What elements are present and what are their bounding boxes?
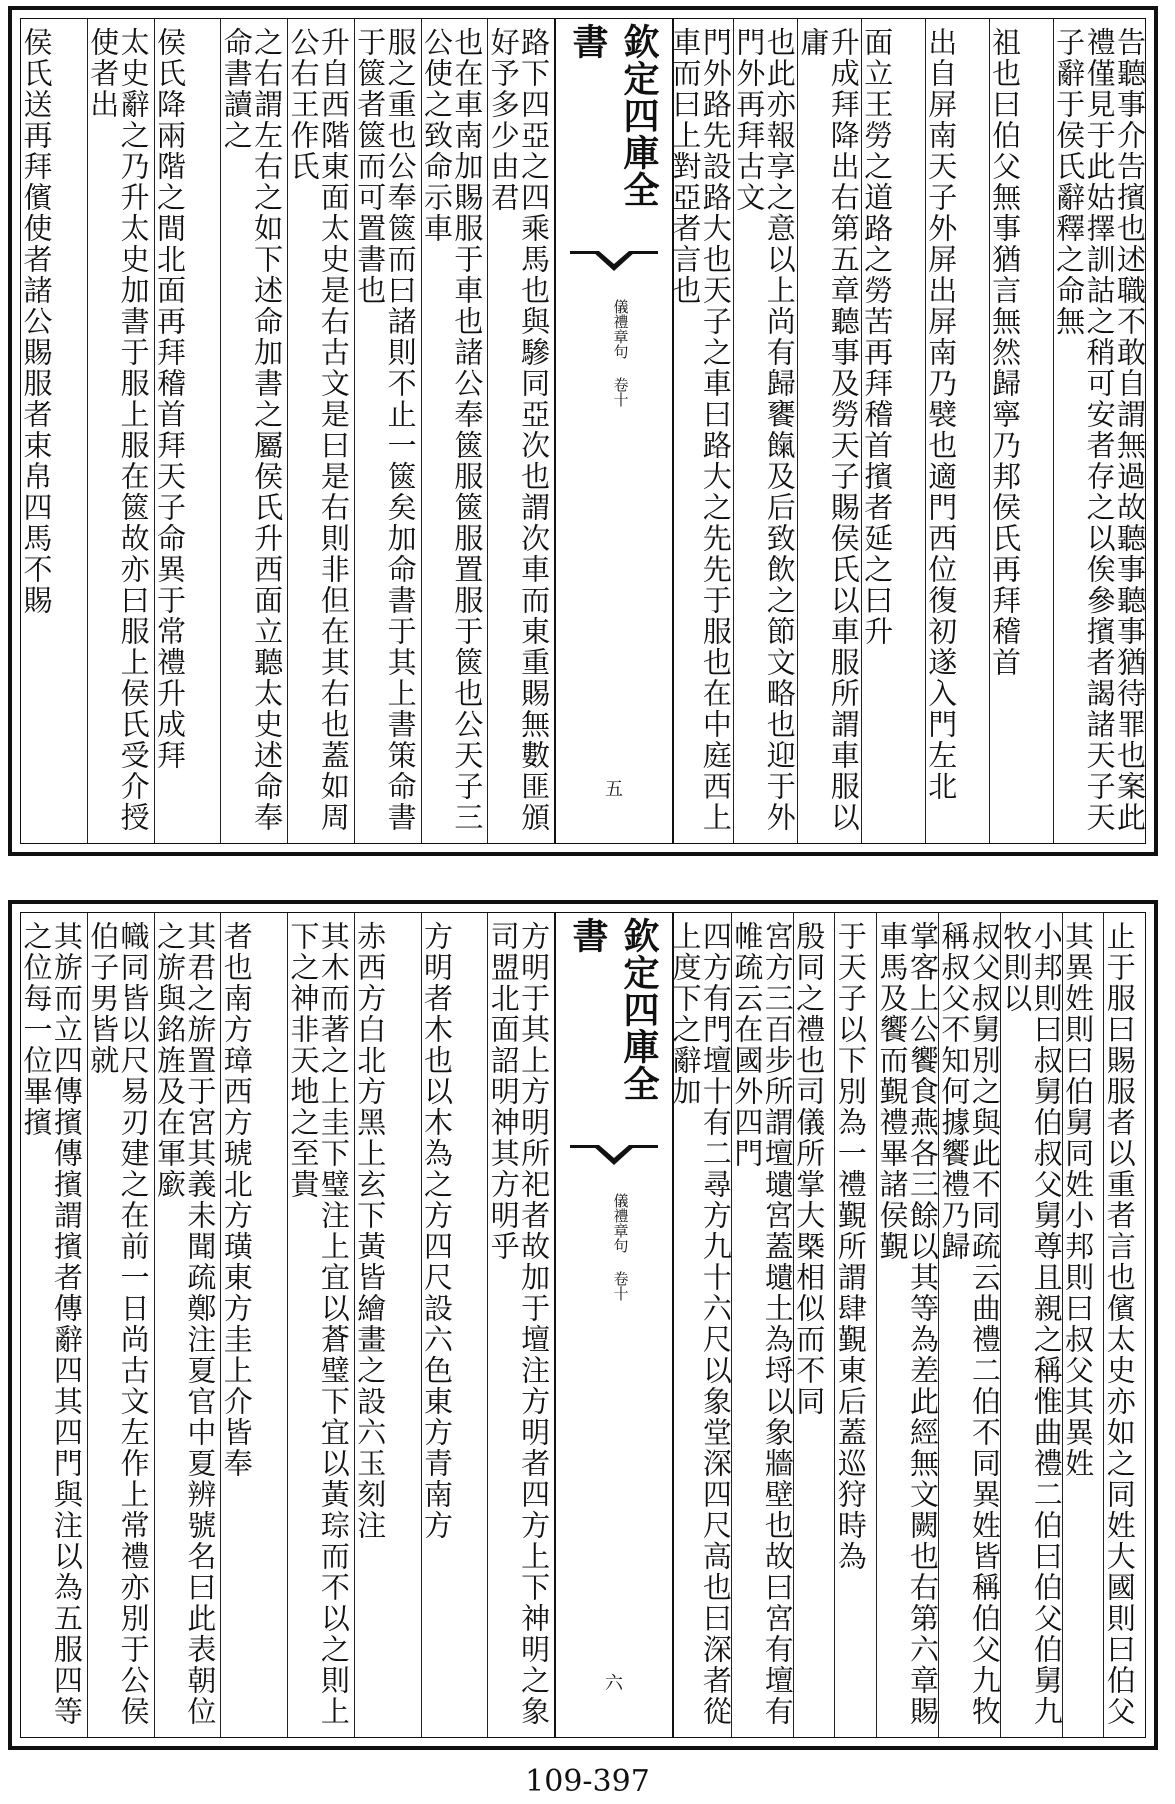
page-spine xyxy=(554,913,674,1737)
text-column: 之右謂左右之如下述命加書之屬侯氏升西面立聽太史述命奉命書讀之 xyxy=(220,19,287,843)
page-frame xyxy=(20,912,1146,1738)
right-text-block xyxy=(670,913,1145,1737)
text-column: 其旂而立四傳擯傳擯謂擯者傳辭四其四門與注以為五服四等之位每一位畢擯 xyxy=(19,921,84,1727)
text-column: 太史辭之乃升太史加書于服上服在篋故亦曰服上侯氏受介授使者出 xyxy=(87,19,154,843)
text-column: 告聽事介告擯也述職不敢自謂無過故聽事聽事猶待罪也案此禮僅見于此姑擇訓詁之稍可安者存之以俟參擯者謁諸天子天子辭于侯氏辭釋之命無 xyxy=(1053,19,1145,843)
text-column: 面立王勞之道路之勞苦再拜稽首擯者延之曰升 xyxy=(861,19,925,843)
text-column: 掌客上公饗食燕各三餘以其等為差此經無文闕也右第六章賜車馬及饗而覲禮畢諸侯覲 xyxy=(876,913,938,1737)
fish-tail-ornament xyxy=(570,1145,658,1182)
text-column: 其木而著之上圭下璧注上宜以蒼璧下宜以黃琮而不以之則上下之神非天地之至貴 xyxy=(287,913,354,1737)
left-text-block xyxy=(21,913,554,1737)
text-column: 赤西方白北方黑上玄下黃皆繪畫之設六玉刻注 xyxy=(354,913,421,1737)
text-column: 服之重也公奉篋而曰諸則不止一篋矣加命書于其上書策命書于篋者篋而可置書也 xyxy=(354,19,421,843)
chapter-label: 儀禮章句 卷十 xyxy=(611,299,630,407)
text-column: 于天子以下別為一禮覲所謂肆覲東后蓋巡狩時為 xyxy=(834,913,876,1737)
chapter-label: 儀禮章句 卷十 xyxy=(611,1193,630,1301)
lower-book-page xyxy=(8,900,1158,1750)
upper-book-page xyxy=(8,6,1158,856)
text-column: 升自西階東面太史是右古文是曰是右則非但在其右也蓋如周公右王作氏 xyxy=(287,19,354,843)
text-column: 方明于其上方明所祀者故加于壇注方明者四方上下神明之象司盟北面詔明神其方明乎 xyxy=(487,913,554,1737)
volume-page-number: 109-397 xyxy=(525,1764,650,1799)
text-column: 侯氏降兩階之間北面再拜稽首拜天子命異于常禮升成拜 xyxy=(154,19,221,843)
fish-tail-ornament xyxy=(570,251,658,288)
text-column: 門外路先設路大也天子之車曰路大之先先于服也在中庭西上車而曰上對亞者言也 xyxy=(668,27,733,833)
book-title: 欽定四庫全書 xyxy=(567,23,660,208)
page-spine xyxy=(554,19,674,843)
text-column: 叔父叔舅別之與此不同疏云曲禮二伯不同異姓皆稱伯父九牧稱叔父不知何據饗禮乃歸 xyxy=(938,913,1000,1737)
text-column: 止于服曰賜服者以重者言也儐太史亦如之同姓大國則曰伯父 xyxy=(1103,913,1145,1737)
text-column: 祖也曰伯父無事猶言無然歸寧乃邦侯氏再拜稽首 xyxy=(989,19,1053,843)
right-text-block xyxy=(670,19,1145,843)
folio-number: 五 xyxy=(605,779,623,800)
text-column: 四方有門壇十有二尋方九十六尺以象堂深四尺高也曰深者從上度下之辭加 xyxy=(668,921,733,1727)
folio-number: 六 xyxy=(605,1673,623,1694)
text-column: 也此亦報享之意以上尚有歸饔餼及后致飲之節文略也迎于外門外再拜古文 xyxy=(733,19,797,843)
text-column: 小邦則曰叔舅伯叔父舅尊且親之稱惟曲禮二伯曰伯父伯舅九牧則以 xyxy=(1000,913,1062,1737)
text-column: 宮方三百步所謂壇壝宮蓋壝土為埒以象牆壁也故曰宮有壇有帷疏云在國外四門 xyxy=(731,913,793,1737)
text-column: 路下四亞之四乘馬也與驂同亞次也謂次車而東重賜無數匪頒好予多少由君 xyxy=(487,19,554,843)
text-column: 升成拜降出右第五章聽事及勞天子賜侯氏以車服所謂車服以庸 xyxy=(797,19,861,843)
text-column: 也在車南加賜服于車也諸公奉篋服篋服置服于篋也公天子三公使之致命示車 xyxy=(421,19,488,843)
text-column: 其異姓則曰伯舅同姓小邦則曰叔父其異姓 xyxy=(1062,913,1104,1737)
left-text-block xyxy=(21,19,554,843)
text-column: 幟同皆以尺易刃建之在前一日尚古文左作上常禮亦別于公侯伯子男皆就 xyxy=(87,913,154,1737)
text-column: 其君之旂置于宮其義未聞疏鄭注夏官中夏辨號名曰此表朝位之旂與銘旌及在軍廞 xyxy=(154,913,221,1737)
page-frame xyxy=(20,18,1146,844)
text-column: 殷同之禮也司儀所掌大槩相似而不同 xyxy=(793,913,835,1737)
book-title: 欽定四庫全書 xyxy=(567,917,660,1102)
text-column: 者也南方璋西方琥北方璜東方圭上介皆奉 xyxy=(220,913,287,1737)
text-column: 方明者木也以木為之方四尺設六色東方青南方 xyxy=(421,913,488,1737)
text-column: 侯氏送再拜儐使者諸公賜服者束帛四馬不賜 xyxy=(19,27,54,616)
text-column: 出自屏南天子外屏出屏南乃襞也適門西位復初遂入門左北 xyxy=(925,19,989,843)
